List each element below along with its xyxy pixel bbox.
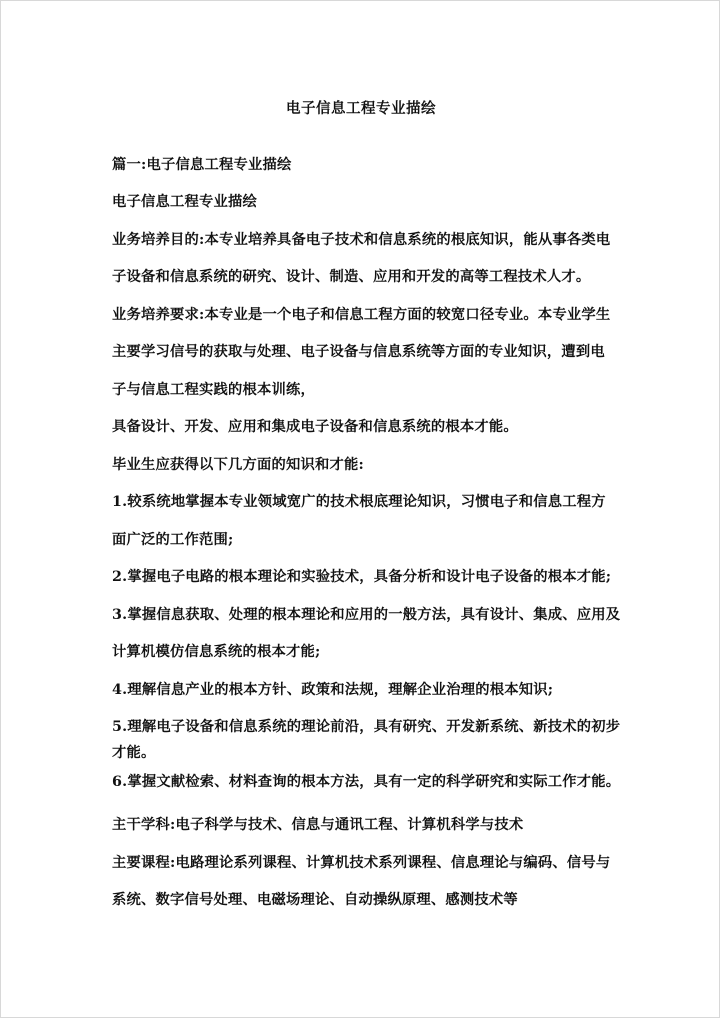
text-line: 具备设计、开发、应用和集成电子设备和信息系统的根本才能。 (112, 419, 518, 435)
list-item: 6.掌握文献检索、材料查询的根本方法，具有一定的科学研究和实际工作才能。 (112, 774, 621, 790)
text-line: 子设备和信息系统的研究、设计、制造、应用和开发的高等工程技术人才。 (112, 269, 591, 285)
section-heading: 篇一:电子信息工程专业描绘 (112, 157, 292, 173)
subheading: 电子信息工程专业描绘 (112, 194, 257, 210)
list-item: 2.掌握电子电路的根本理论和实验技术，具备分析和设计电子设备的根本才能; (112, 569, 612, 585)
text-line: 主要课程:电路理论系列课程、计算机技术系列课程、信息理论与编码、信号与 (112, 855, 611, 871)
text-line: 系统、数字信号处理、电磁场理论、自动操纵原理、感测技术等 (112, 892, 518, 908)
text-line: 主干学科:电子科学与技术、信息与通讯工程、计算机科学与技术 (112, 817, 524, 833)
document-title: 电子信息工程专业描绘 (286, 100, 436, 117)
list-item: 5.理解电子设备和信息系统的理论前沿，具有研究、开发新系统、新技术的初步 (112, 719, 621, 735)
text-line: 业务培养要求:本专业是一个电子和信息工程方面的较宽口径专业。本专业学生 (112, 307, 611, 323)
text-line: 业务培养目的:本专业培养具备电子技术和信息系统的根底知识，能从事各类电 (112, 232, 611, 248)
text-line: 子与信息工程实践的根本训练， (112, 382, 315, 398)
text-line: 主要学习信号的获取与处理、电子设备与信息系统等方面的专业知识，遭到电 (112, 344, 605, 360)
list-item-continuation: 计算机模仿信息系统的根本才能; (112, 644, 321, 660)
list-item-continuation: 面广泛的工作范围; (112, 532, 234, 548)
text-line: 毕业生应获得以下几方面的知识和才能: (112, 457, 364, 473)
list-item: 1.较系统地掌握本专业领域宽广的技术根底理论知识，习惯电子和信息工程方 (112, 494, 606, 510)
list-item: 4.理解信息产业的根本方针、政策和法规，理解企业治理的根本知识; (112, 682, 554, 698)
list-item-continuation: 才能。 (112, 745, 156, 761)
list-item: 3.掌握信息获取、处理的根本理论和应用的一般方法，具有设计、集成、应用及 (112, 607, 621, 623)
